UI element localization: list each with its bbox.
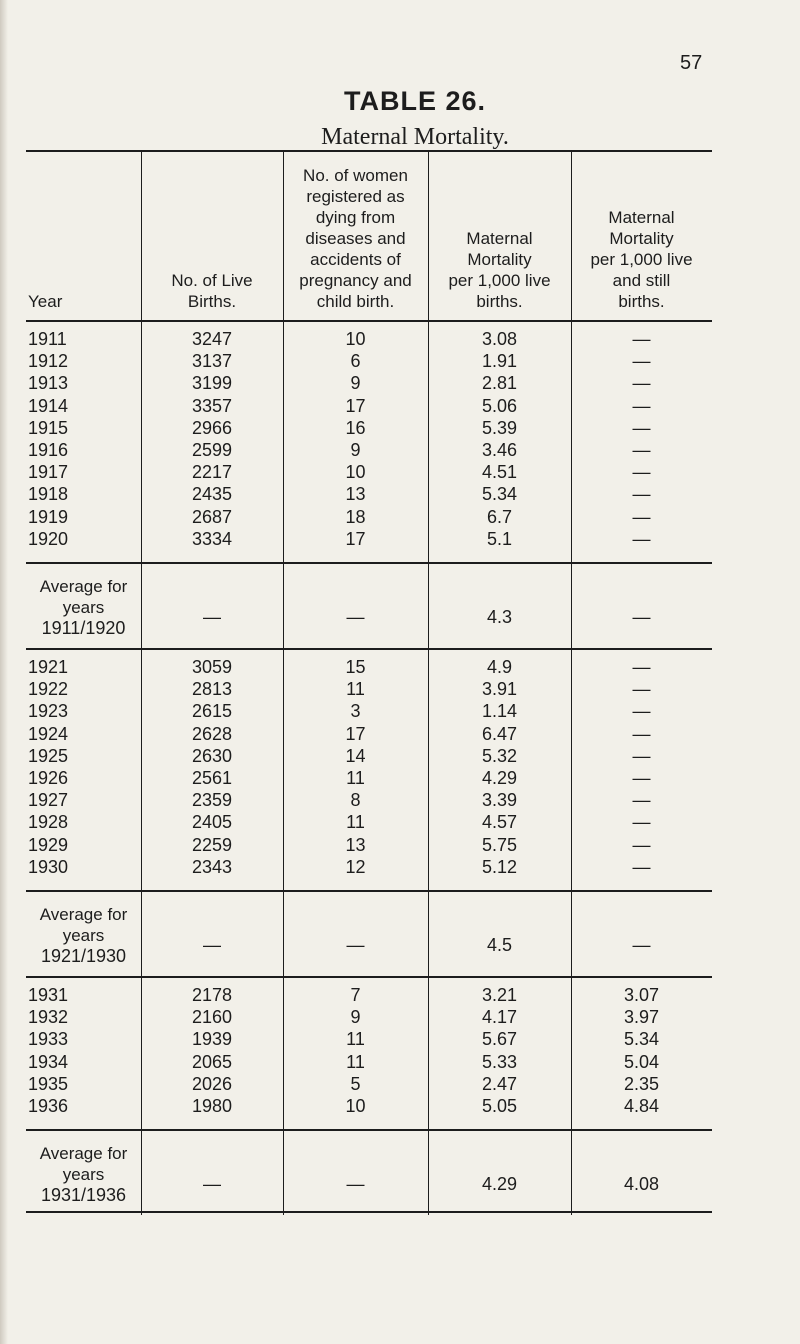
column-divider xyxy=(571,648,572,890)
column-divider xyxy=(141,150,142,562)
data-cell: 3334 xyxy=(191,528,233,549)
data-cell: 1980 xyxy=(191,1096,233,1116)
column-divider xyxy=(283,890,284,976)
average-value: — xyxy=(632,607,651,627)
data-cell: — xyxy=(632,856,651,877)
year-cell: 1926 xyxy=(28,768,69,788)
data-cell: 1939 xyxy=(191,1029,233,1050)
column-divider xyxy=(571,890,572,976)
column-header-line: Births. xyxy=(187,292,237,311)
data-cell: 3247 xyxy=(191,329,233,349)
data-cell: 5 xyxy=(350,1073,361,1094)
data-cell: — xyxy=(632,834,651,855)
data-cell: 15 xyxy=(345,657,366,677)
column-divider xyxy=(428,1129,429,1215)
data-cell: — xyxy=(632,462,651,483)
data-cell: 4.29 xyxy=(481,768,518,788)
data-cell: 2615 xyxy=(191,701,233,722)
data-cell: 1.91 xyxy=(481,351,518,372)
table-top-rule xyxy=(26,150,712,152)
column-header-line: births. xyxy=(618,292,665,311)
data-cell: — xyxy=(632,745,651,766)
data-cell: 3.97 xyxy=(623,1007,660,1028)
average-bottom-rule xyxy=(26,976,712,978)
column-divider xyxy=(571,976,572,1129)
average-value: — xyxy=(346,935,365,955)
average-label-line: Average for xyxy=(39,1144,128,1164)
column-divider xyxy=(283,150,284,562)
data-cell: 13 xyxy=(345,484,366,505)
column-divider xyxy=(571,1129,572,1215)
header-bottom-rule xyxy=(26,320,712,322)
data-cell: 2065 xyxy=(191,1051,233,1072)
average-label xyxy=(26,576,141,639)
year-cell: 1936 xyxy=(28,1096,69,1116)
column-divider xyxy=(283,562,284,648)
data-cell: 12 xyxy=(345,856,366,877)
average-value: 4.08 xyxy=(623,1174,660,1195)
data-cell: 17 xyxy=(345,723,366,744)
column-divider xyxy=(428,150,429,562)
column-divider xyxy=(141,890,142,976)
year-cell: 1920 xyxy=(28,528,69,549)
data-cell: 11 xyxy=(346,1029,365,1050)
column-divider xyxy=(428,890,429,976)
data-cell: 3.08 xyxy=(481,329,518,349)
column-header-line: per 1,000 live xyxy=(590,250,693,269)
average-label-line: Average for xyxy=(39,577,128,596)
data-cell: 17 xyxy=(345,528,366,549)
column-header xyxy=(573,207,710,312)
data-cell: 7 xyxy=(350,985,361,1005)
data-cell: 2026 xyxy=(191,1073,233,1094)
average-top-rule xyxy=(26,890,712,892)
column-header-line: and still xyxy=(612,271,671,290)
year-cell: 1924 xyxy=(28,723,69,744)
column-header-line: Mortality xyxy=(609,229,674,248)
year-cell: 1916 xyxy=(28,440,69,460)
data-cell: — xyxy=(632,657,651,677)
data-cell: 5.32 xyxy=(481,745,518,766)
data-cell: 5.1 xyxy=(486,528,513,549)
data-cell: 3.39 xyxy=(481,790,518,811)
average-value: 4.3 xyxy=(486,607,513,627)
data-cell: 4.57 xyxy=(481,812,518,833)
year-cell: 1919 xyxy=(28,506,69,527)
data-cell: — xyxy=(632,373,651,394)
data-cell: 2359 xyxy=(191,790,233,811)
column-header-line: dying from xyxy=(315,208,396,227)
data-cell: 2.81 xyxy=(481,373,518,394)
average-label xyxy=(26,904,141,967)
column-header-line: diseases and xyxy=(305,229,406,248)
data-cell: 1.14 xyxy=(481,701,518,722)
average-value: 4.5 xyxy=(486,935,513,955)
data-cell: 2.47 xyxy=(481,1073,518,1094)
data-cell: 5.39 xyxy=(481,417,518,438)
data-cell: 2217 xyxy=(191,462,233,483)
average-top-rule xyxy=(26,1129,712,1131)
average-label-line: years xyxy=(62,598,105,617)
data-cell: — xyxy=(632,351,651,372)
data-cell: 3.91 xyxy=(481,679,518,700)
column-header xyxy=(430,228,569,312)
data-cell: 2259 xyxy=(191,834,233,855)
column-header-line: child birth. xyxy=(316,292,395,311)
column-divider xyxy=(571,562,572,648)
data-cell: 11 xyxy=(346,679,365,700)
column-header xyxy=(285,165,426,312)
maternal-mortality-table xyxy=(26,150,712,1206)
column-header-line: No. of Live xyxy=(171,271,253,290)
year-cell: 1929 xyxy=(28,834,69,855)
data-cell: 10 xyxy=(345,1096,366,1116)
data-cell: — xyxy=(632,440,651,460)
data-cell: 17 xyxy=(345,395,366,416)
data-cell: 11 xyxy=(346,768,365,788)
column-divider xyxy=(428,648,429,890)
data-cell: 6.47 xyxy=(481,723,518,744)
data-cell: — xyxy=(632,528,651,549)
column-divider xyxy=(571,150,572,562)
data-cell: 9 xyxy=(350,1007,361,1028)
average-value: — xyxy=(203,1174,221,1195)
data-cell: 4.84 xyxy=(623,1096,660,1116)
data-cell: 2435 xyxy=(191,484,233,505)
data-cell: — xyxy=(632,417,651,438)
average-value: 4.29 xyxy=(481,1174,518,1195)
average-label-line: 1911/1920 xyxy=(41,618,126,638)
data-cell: 2630 xyxy=(191,745,233,766)
year-cell: 1921 xyxy=(28,657,69,677)
data-cell: 3357 xyxy=(191,395,233,416)
data-cell: 2405 xyxy=(191,812,233,833)
data-cell: — xyxy=(632,723,651,744)
year-cell: 1931 xyxy=(28,985,69,1005)
column-header-line: No. of women xyxy=(303,166,408,185)
column-header xyxy=(28,291,139,312)
data-cell: — xyxy=(632,395,651,416)
data-cell: 3 xyxy=(350,701,361,722)
data-cell: 3199 xyxy=(191,373,233,394)
column-header-line: births. xyxy=(476,292,523,311)
column-header-line: Mortality xyxy=(467,250,532,269)
data-cell: 10 xyxy=(345,462,366,483)
table-bottom-rule xyxy=(26,1211,712,1213)
data-cell: 4.9 xyxy=(486,657,513,677)
average-top-rule xyxy=(26,562,712,564)
data-cell: 5.67 xyxy=(481,1029,518,1050)
data-cell: 2561 xyxy=(191,768,233,788)
data-cell: 5.75 xyxy=(481,834,518,855)
average-label-line: Average for xyxy=(39,905,128,924)
average-label xyxy=(26,1143,141,1206)
column-divider xyxy=(141,562,142,648)
data-cell: — xyxy=(632,506,651,527)
data-cell: 5.12 xyxy=(481,856,518,877)
data-cell: 3.21 xyxy=(481,985,518,1005)
data-cell: 11 xyxy=(346,1051,365,1072)
year-cell: 1934 xyxy=(28,1051,69,1072)
data-cell: 2813 xyxy=(191,679,233,700)
column-header xyxy=(143,270,281,312)
column-header-line: Year xyxy=(28,292,63,311)
data-cell: 8 xyxy=(350,790,361,811)
data-cell: — xyxy=(632,812,651,833)
year-cell: 1932 xyxy=(28,1007,69,1028)
year-cell: 1918 xyxy=(28,484,69,505)
average-value: — xyxy=(632,935,651,955)
data-cell: 5.06 xyxy=(481,395,518,416)
table-title: TABLE 26. xyxy=(343,86,487,116)
data-cell: 3.07 xyxy=(623,985,660,1005)
column-divider xyxy=(428,976,429,1129)
data-cell: 5.05 xyxy=(481,1096,518,1116)
year-cell: 1922 xyxy=(28,679,69,700)
data-cell: 18 xyxy=(345,506,366,527)
data-cell: 5.34 xyxy=(481,484,518,505)
data-cell: 16 xyxy=(345,417,366,438)
data-cell: 14 xyxy=(345,745,366,766)
data-cell: 13 xyxy=(345,834,366,855)
year-cell: 1925 xyxy=(28,745,69,766)
data-cell: 2178 xyxy=(191,985,233,1005)
data-cell: — xyxy=(632,679,651,700)
year-cell: 1928 xyxy=(28,812,69,833)
data-cell: 5.04 xyxy=(623,1051,660,1072)
data-cell: 3137 xyxy=(191,351,233,372)
year-cell: 1913 xyxy=(28,373,69,394)
data-cell: 10 xyxy=(345,329,366,349)
data-cell: — xyxy=(632,790,651,811)
column-header-line: accidents of xyxy=(310,250,401,269)
data-cell: 2628 xyxy=(191,723,233,744)
column-divider xyxy=(141,1129,142,1215)
average-value: — xyxy=(203,935,221,955)
data-cell: 3.46 xyxy=(481,440,518,460)
data-cell: 9 xyxy=(350,373,361,394)
year-cell: 1927 xyxy=(28,790,69,811)
column-divider xyxy=(283,648,284,890)
year-cell: 1911 xyxy=(28,329,67,349)
data-cell: 2599 xyxy=(191,440,233,460)
data-cell: — xyxy=(632,701,651,722)
data-cell: 5.33 xyxy=(481,1051,518,1072)
year-cell: 1935 xyxy=(28,1073,69,1094)
data-cell: 2966 xyxy=(191,417,233,438)
page-number: 57 xyxy=(680,52,703,74)
column-header-line: registered as xyxy=(306,187,405,206)
data-cell: 3059 xyxy=(191,657,233,677)
data-cell: 6 xyxy=(350,351,361,372)
year-cell: 1933 xyxy=(28,1029,69,1050)
column-divider xyxy=(428,562,429,648)
data-cell: 2160 xyxy=(191,1007,233,1028)
average-label-line: 1921/1930 xyxy=(40,946,127,966)
year-cell: 1912 xyxy=(28,351,69,372)
data-cell: — xyxy=(632,484,651,505)
average-value: — xyxy=(346,1174,365,1195)
data-cell: 4.51 xyxy=(481,462,518,483)
average-value: — xyxy=(346,607,365,627)
data-cell: 2343 xyxy=(191,856,233,877)
column-divider xyxy=(141,648,142,890)
column-divider xyxy=(283,1129,284,1215)
average-label-line: 1931/1936 xyxy=(40,1185,127,1206)
data-cell: 2.35 xyxy=(623,1073,660,1094)
data-cell: 2687 xyxy=(191,506,233,527)
data-cell: 9 xyxy=(350,440,361,460)
page-edge-shadow xyxy=(0,0,8,1344)
data-cell: — xyxy=(632,329,651,349)
data-cell: 11 xyxy=(346,812,365,833)
table-subtitle: Maternal Mortality. xyxy=(321,124,509,150)
average-value: — xyxy=(203,607,221,627)
column-header-line: Maternal xyxy=(608,208,675,227)
year-cell: 1930 xyxy=(28,856,69,877)
column-header-line: per 1,000 live xyxy=(448,271,551,290)
average-label-line: years xyxy=(62,926,105,945)
year-cell: 1914 xyxy=(28,395,69,416)
data-cell: 4.17 xyxy=(481,1007,518,1028)
year-cell: 1915 xyxy=(28,417,69,438)
year-cell: 1917 xyxy=(28,462,69,483)
year-cell: 1923 xyxy=(28,701,69,722)
column-divider xyxy=(141,976,142,1129)
data-cell: 6.7 xyxy=(486,506,513,527)
average-label-line: years xyxy=(62,1165,105,1185)
data-cell: — xyxy=(632,768,651,788)
column-divider xyxy=(283,976,284,1129)
column-header-line: Maternal xyxy=(466,229,533,248)
column-header-line: pregnancy and xyxy=(299,271,412,290)
average-bottom-rule xyxy=(26,648,712,650)
data-cell: 5.34 xyxy=(623,1029,660,1050)
